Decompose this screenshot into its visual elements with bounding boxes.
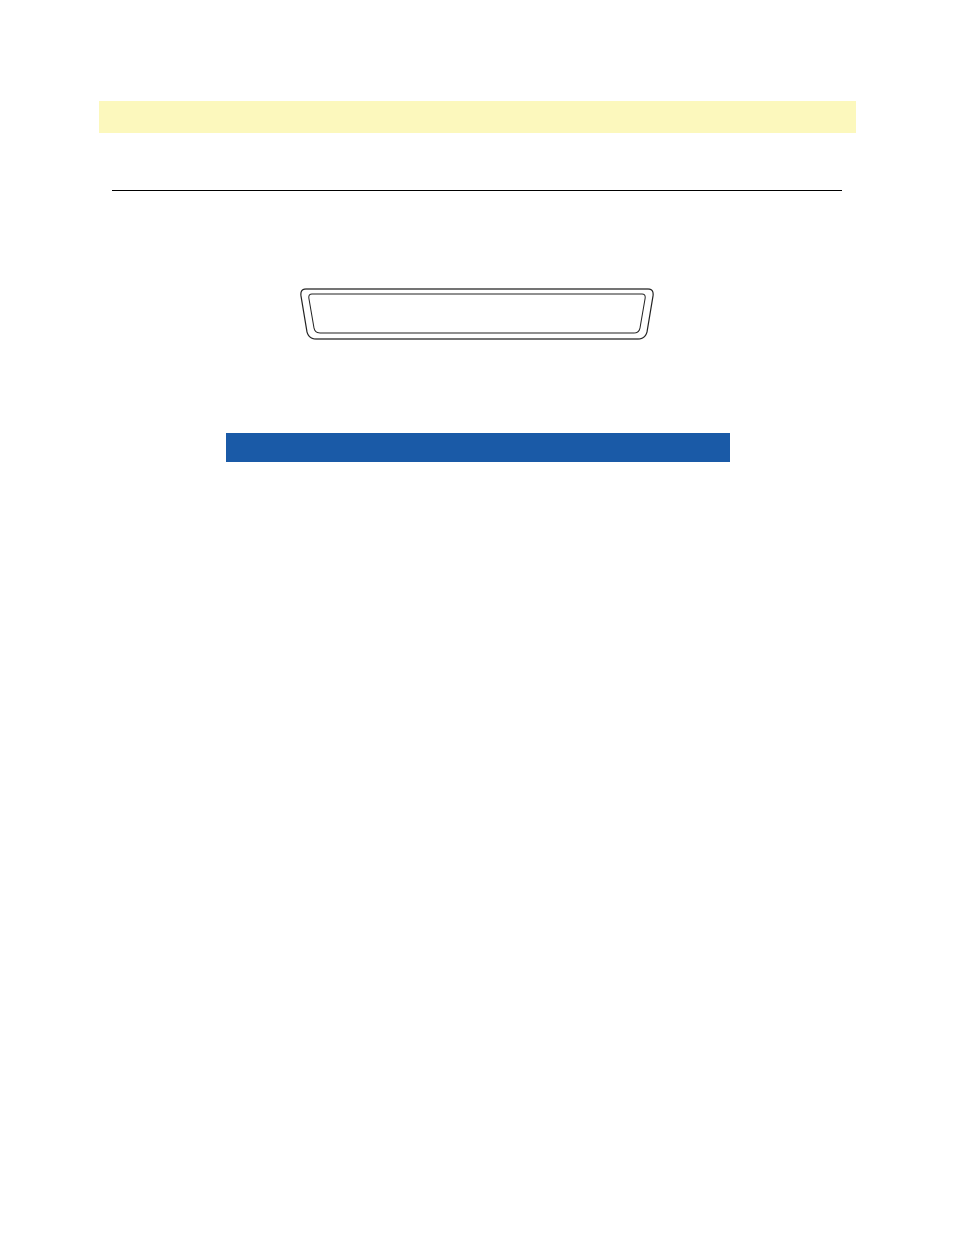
heading-rule <box>112 190 842 191</box>
header-tip-ring <box>370 434 479 462</box>
color-code-table <box>226 433 730 462</box>
header-wire-color <box>227 434 370 462</box>
running-header <box>99 101 856 133</box>
header-pin-positions <box>591 434 730 462</box>
telco-connector-figure <box>298 286 656 342</box>
table-header-row <box>227 434 730 462</box>
header-pair-number <box>479 434 591 462</box>
